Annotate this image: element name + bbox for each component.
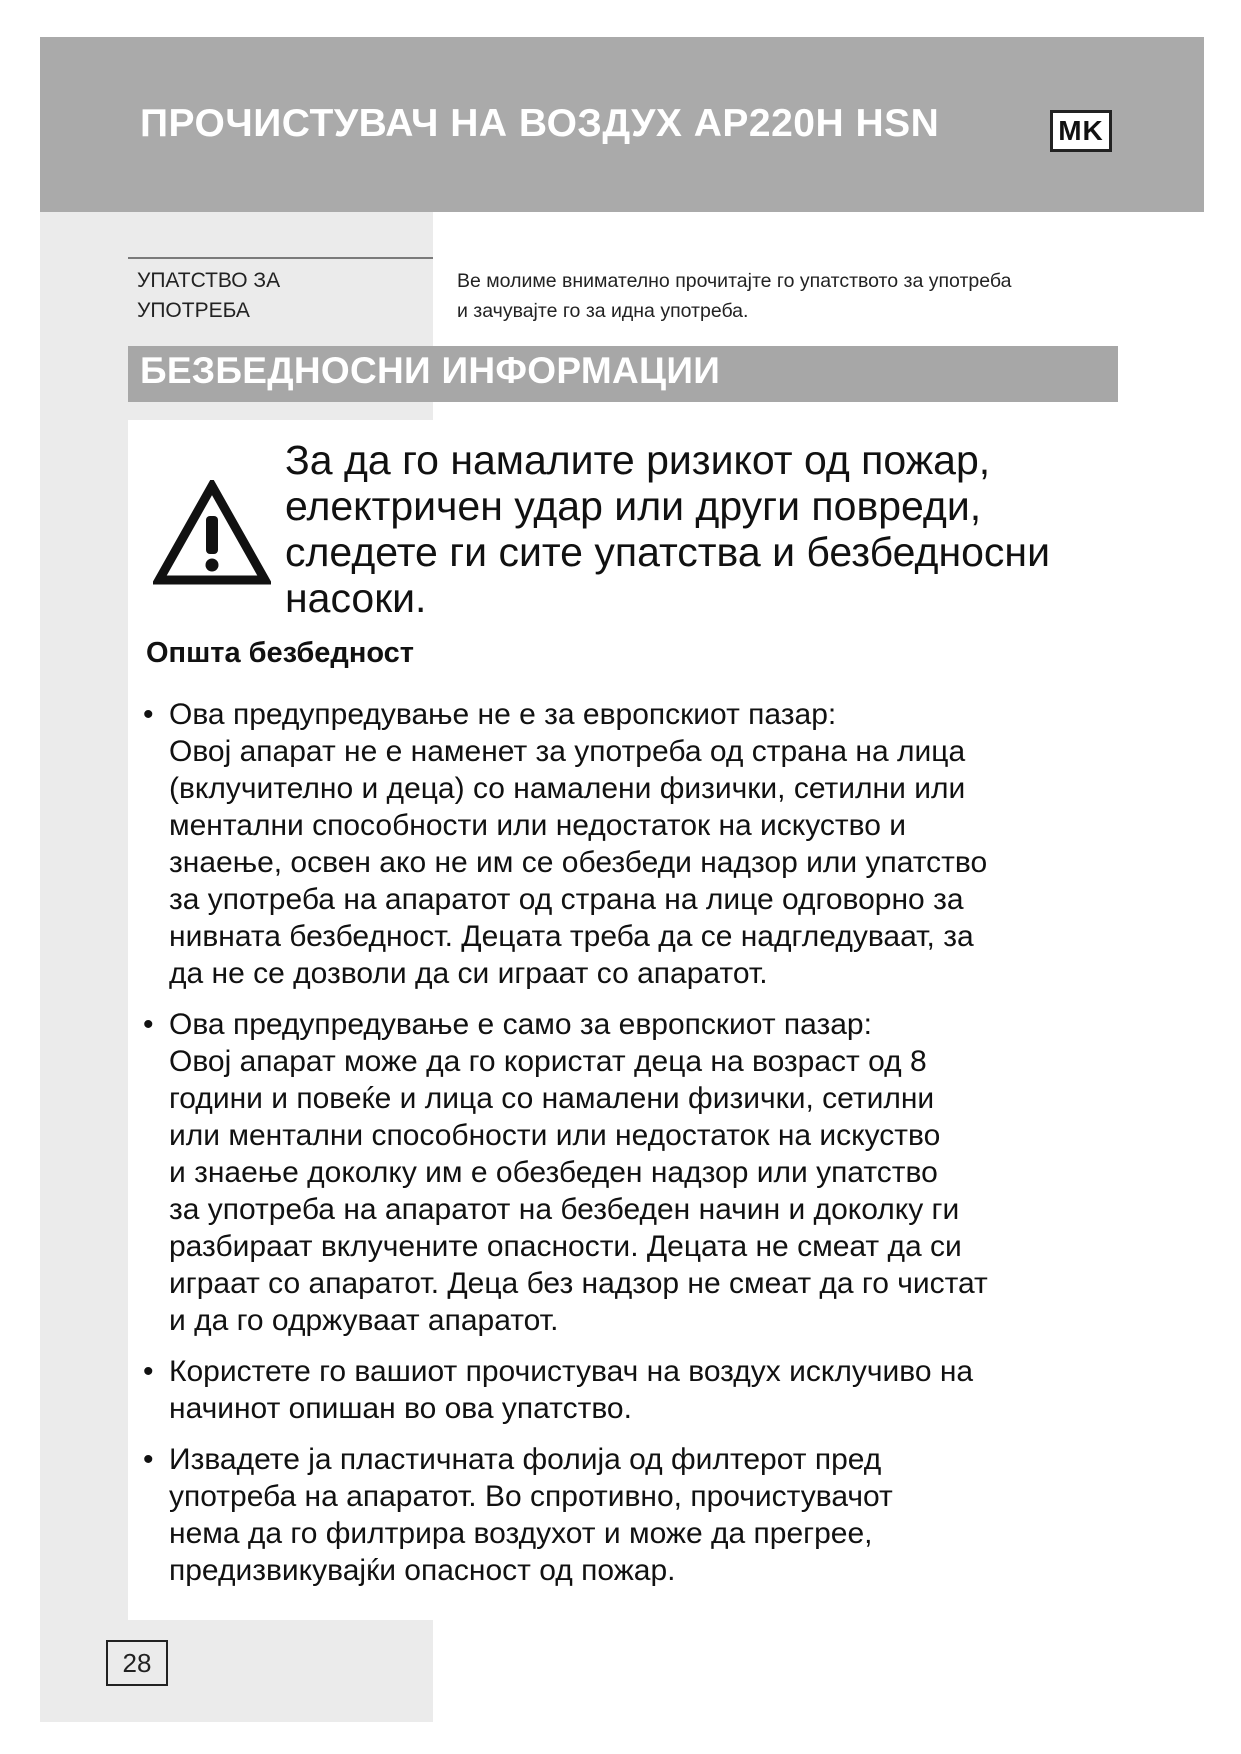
bullet-line: ментални способности или недостаток на искуство и bbox=[169, 809, 907, 842]
bullet-line: Овој апарат не е наменет за употреба од страна на лица bbox=[169, 735, 966, 768]
bullet-symbol: • bbox=[143, 1355, 154, 1388]
bullet-item bbox=[143, 1441, 1103, 1589]
bullet-line: и знаење доколку им е обезбеден надзор или упатство bbox=[169, 1156, 938, 1189]
manual-label bbox=[137, 266, 407, 326]
intro-line: и зачувајте го за идна употреба. bbox=[457, 300, 749, 322]
bullet-line: разбираат вклучените опасности. Децата не смеат да си bbox=[169, 1230, 962, 1263]
safety-bullet-list bbox=[143, 696, 1103, 1603]
bullet-line: (вклучително и деца) со намалени физички, сетилни или bbox=[169, 772, 966, 805]
warning-line: следете ги сите упатства и безбедносни bbox=[285, 529, 1050, 575]
intro-line: Ве молиме внимателно прочитајте го упатството за употреба bbox=[457, 270, 1012, 292]
bullet-line: Ова предупредување е само за европскиот пазар: bbox=[169, 1008, 872, 1041]
subsection-title: Општа безбедност bbox=[146, 637, 414, 669]
bullet-item bbox=[143, 1353, 1103, 1427]
bullet-line: Користете го вашиот прочистувач на воздух исклучиво на bbox=[169, 1355, 974, 1388]
bullet-symbol: • bbox=[143, 1443, 154, 1476]
bullet-item bbox=[143, 696, 1103, 992]
bullet-line: и да го одржуваат апаратот. bbox=[169, 1304, 559, 1337]
bullet-line: за употреба на апаратот од страна на лице одговорно за bbox=[169, 883, 964, 916]
bullet-line: предизвикувајќи опасност од пожар. bbox=[169, 1554, 676, 1587]
intro-text bbox=[457, 266, 1177, 326]
warning-line: За да го намалите ризикот од пожар, bbox=[285, 437, 991, 483]
bullet-line: Ова предупредување не е за европскиот пазар: bbox=[169, 698, 837, 731]
bullet-item bbox=[143, 1006, 1103, 1339]
bullet-line: години и повеќе и лица со намалени физички, сетилни bbox=[169, 1082, 935, 1115]
bullet-line: Извадете ја пластичната фолија од филтерот пред bbox=[169, 1443, 882, 1476]
language-badge: MK bbox=[1050, 110, 1112, 152]
document-title: ПРОЧИСТУВАЧ НА ВОЗДУХ AP220H HSN bbox=[140, 102, 940, 145]
bullet-line: или ментални способности или недостаток на искуство bbox=[169, 1119, 941, 1152]
bullet-line: употреба на апаратот. Во спротивно, прочистувачот bbox=[169, 1480, 893, 1513]
section-title: БЕЗБЕДНОСНИ ИНФОРМАЦИИ bbox=[140, 350, 721, 391]
bullet-line: играат со апаратот. Деца без надзор не смеат да го чистат bbox=[169, 1267, 988, 1300]
bullet-line: нивната безбедност. Децата треба да се надгледуваат, за bbox=[169, 920, 974, 953]
page-number: 28 bbox=[106, 1640, 168, 1686]
bullet-line: за употреба на апаратот на безбеден начин и доколку ги bbox=[169, 1193, 960, 1226]
manual-label-line: УПОТРЕБА bbox=[137, 299, 250, 322]
warning-triangle-icon bbox=[153, 480, 271, 586]
bullet-line: да не се дозволи да си играат со апаратот. bbox=[169, 957, 768, 990]
warning-message bbox=[285, 437, 1125, 621]
bullet-line: нема да го филтрира воздухот и може да прегрее, bbox=[169, 1517, 873, 1550]
bullet-symbol: • bbox=[143, 1008, 154, 1041]
warning-line: насоки. bbox=[285, 575, 427, 621]
manual-label-line: УПАТСТВО ЗА bbox=[137, 269, 281, 292]
bullet-line: Овој апарат може да го користат деца на возраст од 8 bbox=[169, 1045, 927, 1078]
side-divider bbox=[128, 257, 433, 259]
bullet-line: начинот опишан во ова упатство. bbox=[169, 1392, 632, 1425]
bullet-symbol: • bbox=[143, 698, 154, 731]
warning-line: електричен удар или други повреди, bbox=[285, 483, 982, 529]
bullet-line: знаење, освен ако не им се обезбеди надзор или упатство bbox=[169, 846, 988, 879]
